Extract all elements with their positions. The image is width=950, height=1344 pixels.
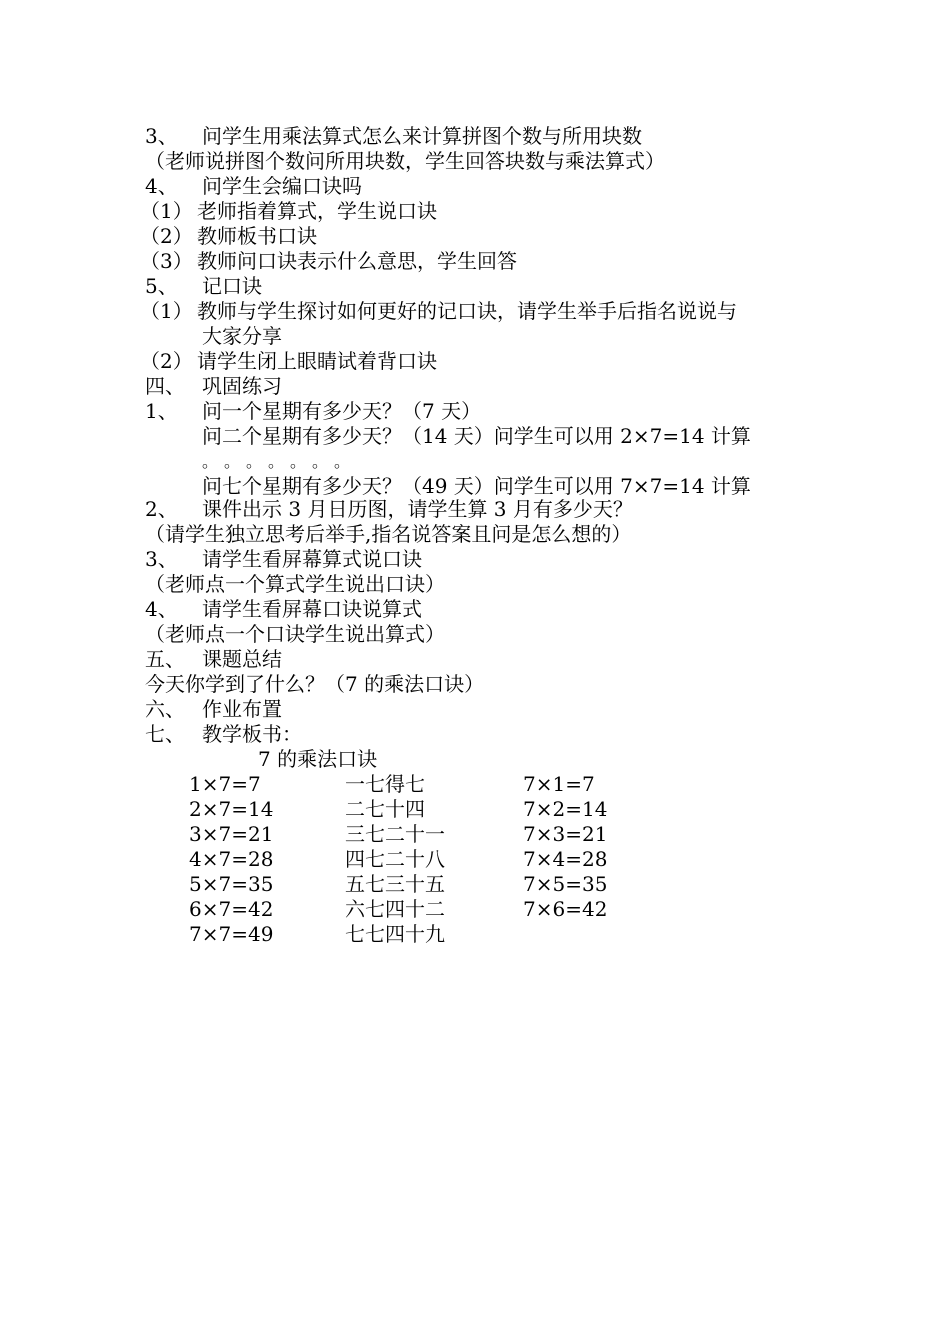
continuation-line	[145, 474, 751, 499]
board-equation-reverse: 7×4=28	[523, 847, 608, 871]
note-line	[145, 572, 445, 597]
note-text: （请学生独立思考后举手,指名说答案且问是怎么想的）	[145, 522, 632, 546]
sub-item-text: 请学生闭上眼睛试着背口诀	[197, 349, 437, 373]
item-4-line	[145, 597, 422, 622]
board-equation: 1×7=7	[189, 772, 261, 796]
board-equation: 6×7=42	[189, 897, 274, 921]
item-text: 记口诀	[202, 274, 262, 298]
item-text: 请学生看屏幕算式说口诀	[202, 547, 422, 571]
continuation-text: 问七个星期有多少天？（49 天）问学生可以用 7×7=14 计算	[202, 474, 751, 498]
item-number: 2、	[145, 497, 178, 521]
item-number: 3、	[145, 124, 178, 148]
continuation-text: 大家分享	[202, 324, 282, 348]
item-text: 问一个星期有多少天？（7 天）	[202, 399, 482, 423]
board-equation-reverse: 7×1=7	[523, 772, 595, 796]
board-equation-reverse: 7×5=35	[523, 872, 608, 896]
note-text: （老师说拼图个数问所用块数，学生回答块数与乘法算式）	[145, 149, 665, 173]
board-equation-reverse: 7×3=21	[523, 822, 608, 846]
board-rhyme: 三七二十一	[345, 822, 445, 846]
section-number: 七、	[145, 722, 185, 746]
continuation-line	[145, 424, 751, 449]
sub-item-number: （2）	[140, 224, 193, 248]
note-line	[145, 622, 445, 647]
item-2-line	[145, 497, 633, 522]
sub-item-number: （1）	[140, 299, 193, 323]
sub-item-line	[140, 199, 437, 224]
board-equation: 7×7=49	[189, 922, 274, 946]
sub-item-number: （1）	[140, 199, 193, 223]
board-rhyme: 二七十四	[345, 797, 425, 821]
sub-item-line	[140, 299, 737, 324]
sub-item-number: （2）	[140, 349, 193, 373]
section-title: 教学板书：	[202, 722, 302, 746]
board-rhyme: 一七得七	[345, 772, 425, 796]
item-number: 4、	[145, 174, 178, 198]
sub-item-text: 教师板书口诀	[197, 224, 317, 248]
board-equation: 5×7=35	[189, 872, 274, 896]
summary-line	[145, 672, 484, 697]
note-line	[145, 149, 665, 174]
section-number: 四、	[145, 374, 185, 398]
item-text: 问学生会编口诀吗	[202, 174, 362, 198]
section-heading	[145, 374, 282, 399]
item-5-line	[145, 274, 262, 299]
ellipsis-dots: 。 。 。 。 。 。 。	[202, 452, 351, 471]
sub-item-number: （3）	[140, 249, 193, 273]
board-rhyme: 五七三十五	[345, 872, 445, 896]
section-title: 巩固练习	[202, 374, 282, 398]
item-3-line	[145, 547, 422, 572]
continuation-line	[145, 324, 282, 349]
board-title: 7 的乘法口诀	[258, 747, 378, 771]
section-number: 六、	[145, 697, 185, 721]
board-equation: 2×7=14	[189, 797, 274, 821]
item-text: 课件出示 3 月日历图，请学生算 3 月有多少天？	[202, 497, 633, 521]
section-heading	[145, 722, 302, 747]
continuation-text: 问二个星期有多少天？（14 天）问学生可以用 2×7=14 计算	[202, 424, 751, 448]
section-heading	[145, 647, 282, 672]
board-rhyme: 四七二十八	[345, 847, 445, 871]
board-equation: 3×7=21	[189, 822, 274, 846]
sub-item-line	[140, 349, 437, 374]
board-rhyme: 七七四十九	[345, 922, 445, 946]
section-title: 作业布置	[202, 697, 282, 721]
item-text: 问学生用乘法算式怎么来计算拼图个数与所用块数	[202, 124, 642, 148]
item-4-line	[145, 174, 362, 199]
board-equation-reverse: 7×2=14	[523, 797, 608, 821]
sub-item-text: 教师问口诀表示什么意思，学生回答	[197, 249, 517, 273]
sub-item-text: 老师指着算式，学生说口诀	[197, 199, 437, 223]
sub-item-line	[140, 224, 317, 249]
section-heading	[145, 697, 282, 722]
item-number: 3、	[145, 547, 178, 571]
item-number: 1、	[145, 399, 178, 423]
sub-item-text: 教师与学生探讨如何更好的记口诀，请学生举手后指名说说与	[197, 299, 737, 323]
note-line	[145, 522, 631, 547]
board-rhyme: 六七四十二	[345, 897, 445, 921]
note-text: （老师点一个口诀学生说出算式）	[145, 622, 445, 646]
item-text: 请学生看屏幕口诀说算式	[202, 597, 422, 621]
sub-item-line	[140, 249, 517, 274]
board-equation: 4×7=28	[189, 847, 274, 871]
item-3-line	[145, 124, 642, 149]
section-title: 课题总结	[202, 647, 282, 671]
item-number: 4、	[145, 597, 178, 621]
item-1-line	[145, 399, 481, 424]
board-equation-reverse: 7×6=42	[523, 897, 608, 921]
summary-text: 今天你学到了什么？（7 的乘法口诀）	[145, 672, 485, 696]
item-number: 5、	[145, 274, 178, 298]
note-text: （老师点一个算式学生说出口诀）	[145, 572, 445, 596]
section-number: 五、	[145, 647, 185, 671]
